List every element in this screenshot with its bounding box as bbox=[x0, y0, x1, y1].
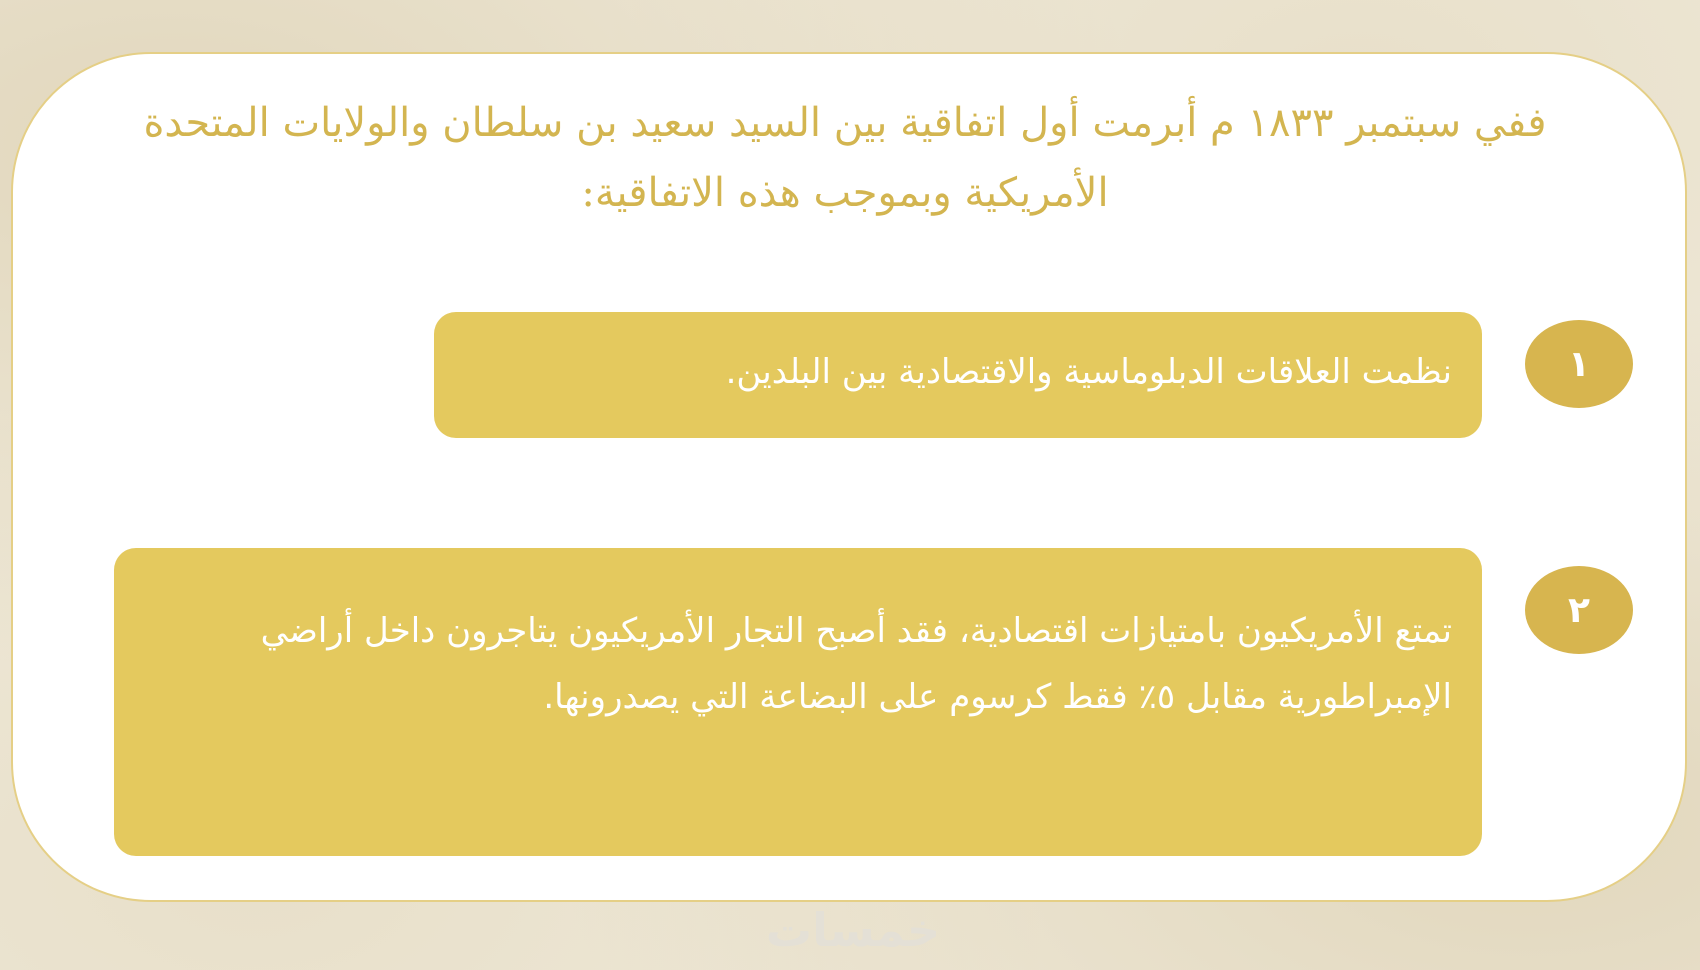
point-number-badge: ١ bbox=[1525, 320, 1633, 408]
watermark-logo: خمسات bbox=[765, 903, 941, 957]
point-text-box: تمتع الأمريكيون بامتيازات اقتصادية، فقد أصبح التجار الأمريكيون يتاجرون داخل أراضي الإمبراطورية مقابل ٥٪ فقط كرسوم على البضاعة التي يصدرونها. bbox=[114, 548, 1482, 856]
point-number-badge: ٢ bbox=[1525, 566, 1633, 654]
point-text-box: نظمت العلاقات الدبلوماسية والاقتصادية بين البلدين. bbox=[434, 312, 1482, 438]
intro-paragraph: ففي سبتمبر ١٨٣٣ م أبرمت أول اتفاقية بين السيد سعيد بن سلطان والولايات المتحدة الأمريكية وبموجب هذه الاتفاقية: bbox=[143, 100, 1547, 216]
